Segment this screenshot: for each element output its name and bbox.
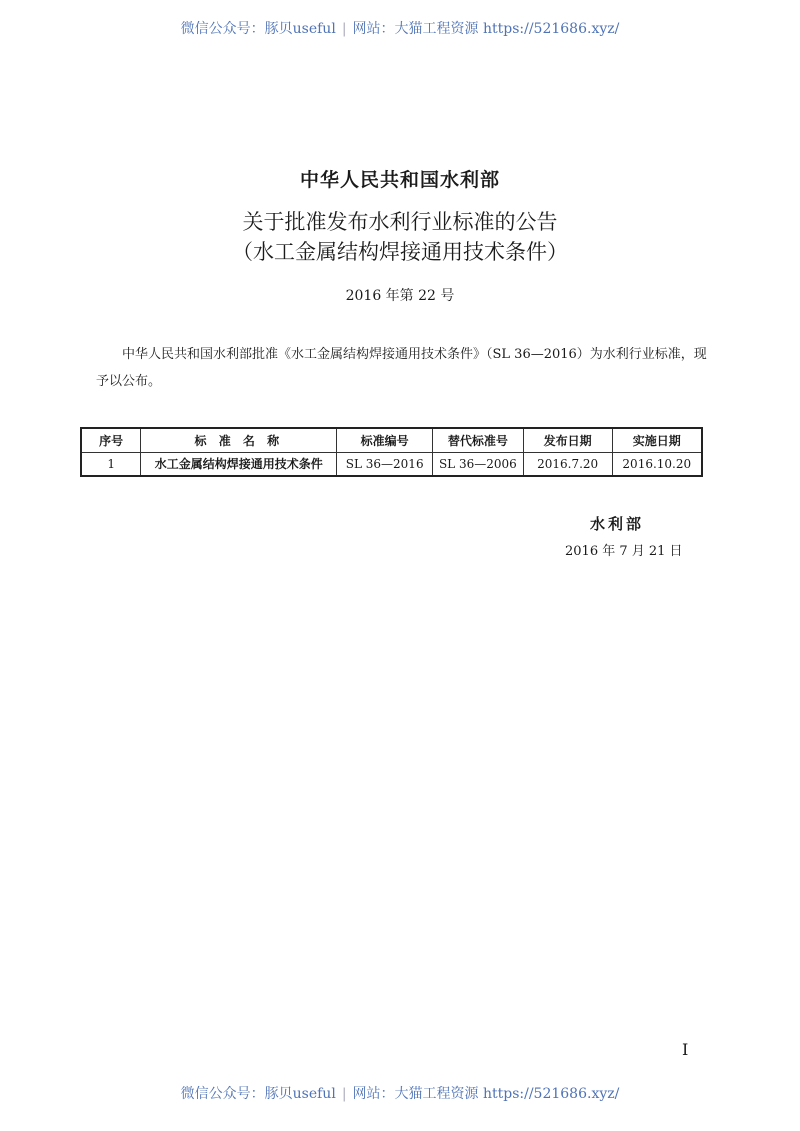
- col-header: 标 准 名 称: [141, 428, 337, 452]
- cell: 2016.10.20: [612, 452, 702, 476]
- col-header: 标准编号: [337, 428, 433, 452]
- col-header: 实施日期: [612, 428, 702, 452]
- title-line1: 关于批准发布水利行业标准的公告: [242, 210, 558, 234]
- col-header: 发布日期: [523, 428, 612, 452]
- watermark-right: 网站：大猫工程资源 https://521686.xyz/: [352, 21, 620, 37]
- cell: 1: [81, 452, 141, 476]
- page-number: I: [682, 1040, 689, 1059]
- table-header-row: [81, 428, 702, 452]
- cell: 2016.7.20: [523, 452, 612, 476]
- cell: SL 36—2016: [337, 452, 433, 476]
- issuer: 中华人民共和国水利部: [299, 169, 500, 191]
- signature: 水利部: [590, 515, 645, 533]
- notice-number: 2016 年第 22 号: [345, 288, 455, 304]
- watermark-sep: |: [341, 1086, 347, 1102]
- issue-date: 2016 年 7 月 21 日: [565, 544, 683, 559]
- col-header: 序号: [81, 428, 141, 452]
- table-row: [81, 452, 702, 476]
- standards-table: [80, 427, 703, 477]
- watermark-bottom: [0, 1083, 800, 1103]
- col-header: 替代标准号: [433, 428, 524, 452]
- watermark-left: 微信公众号：豚贝useful: [180, 21, 336, 37]
- watermark-top: [0, 18, 800, 38]
- watermark-sep: |: [341, 21, 347, 37]
- body-text: 中华人民共和国水利部批准《水工金属结构焊接通用技术条件》（SL 36—2016）为水利行业标准，现予以公布。: [96, 347, 707, 389]
- cell: SL 36—2006: [433, 452, 524, 476]
- watermark-left: 微信公众号：豚贝useful: [180, 1086, 336, 1102]
- watermark-right: 网站：大猫工程资源 https://521686.xyz/: [352, 1086, 620, 1102]
- cell: 水工金属结构焊接通用技术条件: [141, 452, 337, 476]
- title-line2: （水工金属结构焊接通用技术条件）: [232, 240, 568, 264]
